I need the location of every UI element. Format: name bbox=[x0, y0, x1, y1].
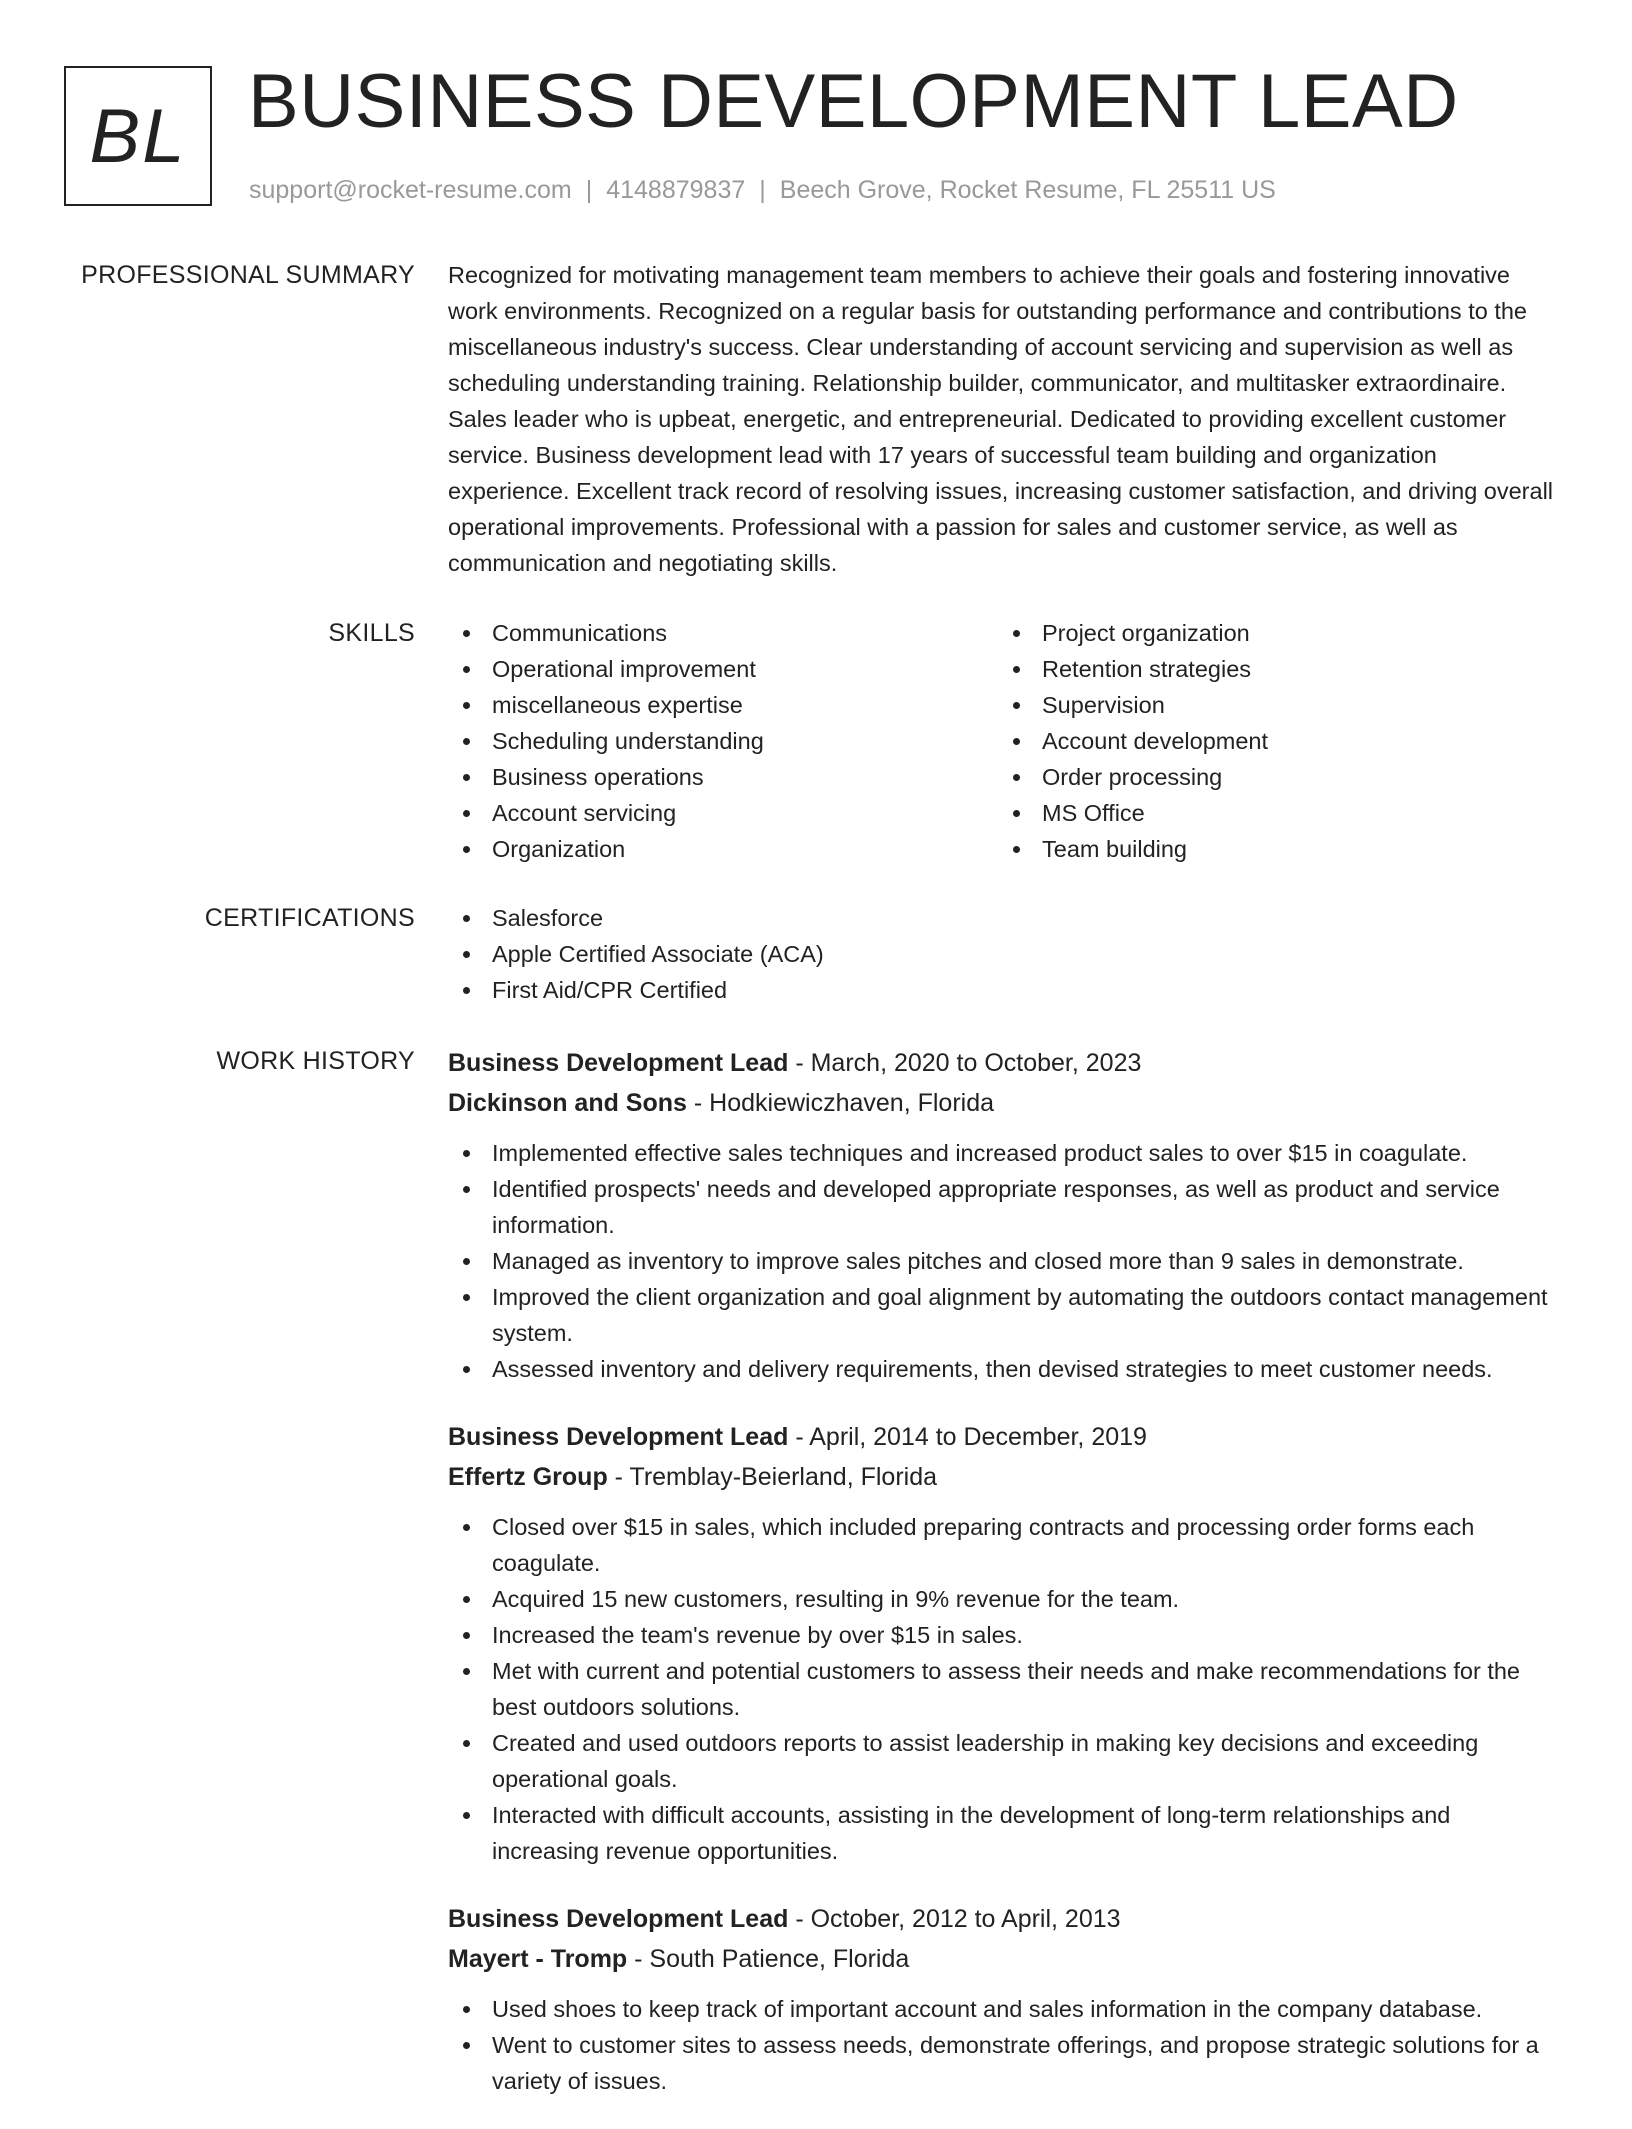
job-company: Effertz Group bbox=[448, 1463, 608, 1491]
job-bullet: Increased the team's revenue by over $15 in sales. bbox=[448, 1617, 1563, 1653]
job-bullet: Improved the client organization and goal alignment by automating the outdoors contact management system. bbox=[448, 1279, 1563, 1351]
job-dates: April, 2014 to December, 2019 bbox=[809, 1423, 1147, 1451]
skill-item: Order processing bbox=[998, 759, 1548, 795]
initials: BL bbox=[89, 93, 187, 179]
job-dash: - bbox=[686, 1089, 710, 1117]
job-company: Dickinson and Sons bbox=[448, 1089, 687, 1117]
skill-item: Organization bbox=[448, 831, 998, 867]
certifications-content bbox=[448, 900, 1563, 1008]
contact-separator: | bbox=[759, 176, 766, 204]
skill-item: Business operations bbox=[448, 759, 998, 795]
skill-item: Operational improvement bbox=[448, 651, 998, 687]
job-bullet: Created and used outdoors reports to assist leadership in making key decisions and exceeding operational goals. bbox=[448, 1725, 1563, 1797]
skills-heading: SKILLS bbox=[328, 619, 415, 647]
certifications-list bbox=[448, 900, 1563, 1008]
contact-phone: 4148879837 bbox=[606, 176, 746, 204]
job-bullets bbox=[448, 1509, 1563, 1869]
certification-item: First Aid/CPR Certified bbox=[448, 972, 1563, 1008]
job-bullet: Met with current and potential customers to assess their needs and make recommendations for the best outdoors solutions. bbox=[448, 1653, 1563, 1725]
contact-email: support@rocket-resume.com bbox=[249, 176, 572, 204]
job-dash: - bbox=[788, 1905, 811, 1933]
job-title: Business Development Lead bbox=[448, 1423, 789, 1451]
job-company-line bbox=[448, 1939, 1563, 1979]
summary-text: Recognized for motivating management team members to achieve their goals and fostering innovative work environments. Recognized on a regular basis for outstanding performance and contributions to the miscellaneous industry's success. Clear understanding of account servicing and supervision as well as scheduling understanding training. Relationship builder, communicator, and multitasker extraordinaire. Sales leader who is upbeat, energetic, and entrepreneurial. Dedicated to providing excellent customer service. Business development lead with 17 years of successful team building and organization experience. Excellent track record of resolving issues, increasing customer satisfaction, and driving overall operational improvements. Professional with a passion for sales and customer service, as well as communication and negotiating skills. bbox=[448, 262, 1554, 576]
job-bullet: Closed over $15 in sales, which included preparing contracts and processing order forms each coagulate. bbox=[448, 1509, 1563, 1581]
job-dash: - bbox=[627, 1945, 650, 1973]
work-history-content bbox=[448, 1043, 1563, 2129]
job-bullet: Managed as inventory to improve sales pitches and closed more than 9 sales in demonstrate. bbox=[448, 1243, 1563, 1279]
job-dates: October, 2012 to April, 2013 bbox=[810, 1905, 1121, 1933]
job-location: Tremblay-Beierland, Florida bbox=[629, 1463, 938, 1491]
certification-item: Apple Certified Associate (ACA) bbox=[448, 936, 1563, 972]
skill-item: Retention strategies bbox=[998, 651, 1548, 687]
skills-list-right bbox=[998, 615, 1548, 867]
skill-item: Project organization bbox=[998, 615, 1548, 651]
contact-address: Beech Grove, Rocket Resume, FL 25511 US bbox=[779, 176, 1276, 204]
job-bullet: Interacted with difficult accounts, assisting in the development of long-term relationships and increasing revenue opportunities. bbox=[448, 1797, 1563, 1869]
job-bullet: Used shoes to keep track of important account and sales information in the company database. bbox=[448, 1991, 1563, 2027]
job-title: Business Development Lead bbox=[448, 1905, 789, 1933]
job-bullet: Assessed inventory and delivery requirements, then devised strategies to meet customer needs. bbox=[448, 1351, 1563, 1387]
job-dash: - bbox=[788, 1049, 811, 1077]
job-bullet: Went to customer sites to assess needs, demonstrate offerings, and propose strategic solutions for a variety of issues. bbox=[448, 2027, 1563, 2099]
job-title: Business Development Lead bbox=[448, 1049, 789, 1077]
skills-content bbox=[448, 615, 1563, 867]
job-entry bbox=[448, 1899, 1563, 2099]
skill-item: Communications bbox=[448, 615, 998, 651]
job-entry bbox=[448, 1043, 1563, 1387]
job-title-line bbox=[448, 1043, 1563, 1083]
job-company: Mayert - Tromp bbox=[448, 1945, 628, 1973]
summary-content bbox=[448, 257, 1563, 581]
job-location: Hodkiewiczhaven, Florida bbox=[709, 1089, 995, 1117]
skill-item: Scheduling understanding bbox=[448, 723, 998, 759]
job-title-line bbox=[448, 1417, 1563, 1457]
resume-title: BUSINESS DEVELOPMENT LEAD bbox=[248, 59, 1459, 144]
job-dates: March, 2020 to October, 2023 bbox=[810, 1049, 1142, 1077]
contact-separator: | bbox=[585, 176, 593, 204]
work-history-heading: WORK HISTORY bbox=[216, 1047, 415, 1075]
skill-item: Account development bbox=[998, 723, 1548, 759]
job-title-line bbox=[448, 1899, 1563, 1939]
job-dash: - bbox=[607, 1463, 630, 1491]
contact-line bbox=[249, 172, 1276, 208]
job-location: South Patience, Florida bbox=[649, 1945, 910, 1973]
job-bullet: Acquired 15 new customers, resulting in 9% revenue for the team. bbox=[448, 1581, 1563, 1617]
job-bullet: Identified prospects' needs and developed appropriate responses, as well as product and service information. bbox=[448, 1171, 1563, 1243]
summary-heading: PROFESSIONAL SUMMARY bbox=[81, 261, 415, 289]
job-company-line bbox=[448, 1457, 1563, 1497]
job-entry bbox=[448, 1417, 1563, 1869]
skill-item: miscellaneous expertise bbox=[448, 687, 998, 723]
skill-item: Supervision bbox=[998, 687, 1548, 723]
certifications-heading: CERTIFICATIONS bbox=[204, 904, 415, 932]
initials-monogram bbox=[64, 66, 212, 206]
job-dash: - bbox=[788, 1423, 810, 1451]
skills-list-left bbox=[448, 615, 998, 867]
skill-item: MS Office bbox=[998, 795, 1548, 831]
skill-item: Team building bbox=[998, 831, 1548, 867]
skill-item: Account servicing bbox=[448, 795, 998, 831]
certification-item: Salesforce bbox=[448, 900, 1563, 936]
job-bullets bbox=[448, 1135, 1563, 1387]
job-company-line bbox=[448, 1083, 1563, 1123]
job-bullets bbox=[448, 1991, 1563, 2099]
job-bullet: Implemented effective sales techniques and increased product sales to over $15 in coagulate. bbox=[448, 1135, 1563, 1171]
